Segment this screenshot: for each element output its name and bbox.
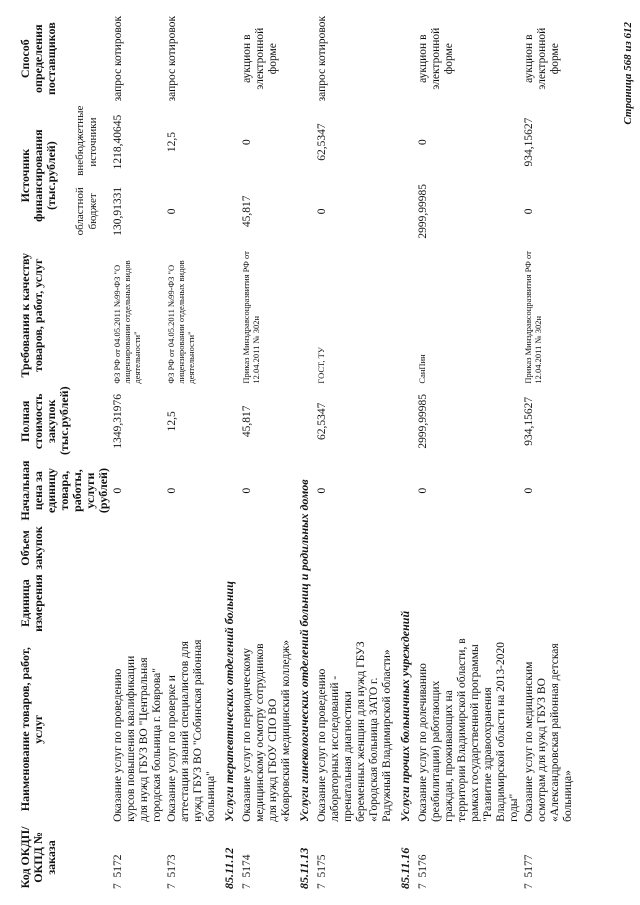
section-title: Услуги гинекологических отделений больниц и родильных домов — [297, 479, 311, 822]
row-funding-regional: 45,817 — [241, 195, 253, 228]
section-row — [294, 11, 315, 891]
section-title: Услуги прочих больничных учреждений — [398, 610, 412, 822]
row-unit — [165, 572, 219, 635]
row-funding-extra: 12,5 — [166, 132, 178, 153]
row-volume — [240, 524, 294, 572]
col-header-price: Начальная цена за единицу товара, работы, услуги (рублей) — [18, 460, 110, 521]
row-number-a: 7 — [316, 883, 328, 889]
row-total: 12,5 — [166, 411, 178, 432]
row-unit — [522, 572, 576, 635]
row-number — [165, 824, 219, 891]
row-funding-regional: 0 — [166, 208, 178, 215]
row-method: аукцион в электронной форме — [241, 27, 279, 90]
row-requirements: ФЗ РФ от 04.05.2011 №99-ФЗ "О лицензировании отдельных видов деятельности" — [166, 260, 196, 384]
row-funding-regional: 2999,99985 — [417, 184, 429, 239]
row-name: Оказание услуг по проведению курсов повышения квалификации для нужд ГБУЗ ВО "Центральная городская больница г. Коврова" — [112, 655, 163, 822]
row-number-b: 5176 — [417, 854, 429, 878]
table-row — [315, 11, 395, 891]
row-unit — [111, 572, 165, 635]
row-funding-extra: 0 — [417, 139, 429, 145]
section-row — [395, 11, 416, 891]
procurement-table — [18, 11, 576, 891]
col-header-funding-extra: внебюджетные источники — [74, 105, 100, 176]
col-header-total: Полная стоимость закупок (тыс.рублей) — [18, 386, 71, 456]
row-volume — [111, 524, 165, 572]
col-header-requirements: Требования к качеству товаров, работ, услуг — [18, 252, 45, 378]
spacer — [417, 878, 429, 884]
row-funding-extra: 934,15627 — [523, 117, 535, 167]
table-header-row — [18, 11, 73, 891]
row-method: запрос котировок — [316, 15, 328, 102]
row-number-b: 5174 — [241, 854, 253, 878]
row-name: Оказание услуг по проверке и аттестации знаний специалистов для нужд ГБУЗ ВО "Собинская районная больница" — [166, 639, 217, 822]
row-name: Оказание услуг по долечиванию (реабилитации) работающих граждан, проживающих на территории Владимирской области, в рамках государственной программы "Развитие здравоохранения Владимирской области на 2013-2020 годы" — [417, 638, 520, 822]
row-funding-extra: 1218,40645 — [112, 114, 124, 170]
table-row — [522, 11, 576, 891]
row-method: аукцион в электронной форме — [523, 27, 561, 90]
section-code: 85.11.16 — [398, 847, 412, 889]
row-funding-regional: 130,91331 — [112, 186, 124, 236]
row-total: 2999,99985 — [417, 393, 429, 449]
row-number-b: 5175 — [316, 854, 328, 878]
row-total: 45,817 — [241, 405, 253, 438]
row-number-b: 5173 — [166, 854, 178, 878]
section-code: 85.11.13 — [297, 847, 311, 889]
row-number — [522, 824, 576, 891]
row-requirements: ФЗ РФ от 04.05.2011 №99-ФЗ "О лицензировании отдельных видов деятельности" — [112, 260, 142, 384]
table-body — [111, 11, 576, 891]
spacer — [166, 878, 178, 884]
page-number: Страница 568 из 612 — [622, 22, 634, 125]
row-name: Оказание услуг по периодическому медицинскому осмотру сотрудников для нужд ГБОУ СПО ВО «Ковровский медицинский колледж» — [241, 639, 292, 822]
row-volume — [165, 524, 219, 572]
row-price: 0 — [112, 487, 124, 494]
spacer — [316, 878, 328, 884]
row-method: запрос котировок — [112, 15, 124, 102]
section-row — [219, 11, 240, 891]
col-header-method: Способ определения поставщиков — [18, 22, 58, 96]
row-price: 0 — [316, 487, 328, 494]
row-number-a: 7 — [166, 883, 178, 889]
row-unit — [240, 572, 294, 635]
row-requirements: ГОСТ, ТУ — [316, 347, 326, 384]
row-price: 0 — [166, 487, 178, 494]
row-number-a: 7 — [523, 883, 535, 889]
row-funding-extra: 62,5347 — [316, 123, 328, 161]
row-method: аукцион в электронной форме — [417, 27, 455, 90]
row-price: 0 — [523, 487, 535, 494]
row-funding-regional: 0 — [316, 208, 328, 215]
section-title: Услуги терапевтических отделений больниц — [222, 581, 236, 822]
row-number-b: 5177 — [523, 854, 535, 878]
row-number — [416, 824, 522, 891]
col-header-volume: Объем закупок — [18, 526, 45, 570]
row-number — [315, 824, 395, 891]
row-price: 0 — [241, 487, 253, 494]
col-header-code: Код ОКДП/ ОКПД № заказа — [18, 826, 58, 889]
table-row — [111, 11, 165, 891]
row-unit — [416, 572, 522, 635]
table-row — [165, 11, 219, 891]
col-header-funding-regional: областной бюджет — [74, 187, 100, 236]
col-header-name: Наименование товаров, работ, услуг — [18, 647, 45, 812]
spacer — [112, 878, 124, 884]
row-price: 0 — [417, 487, 429, 494]
col-header-unit: Единица измерения — [18, 574, 45, 632]
table-row — [416, 11, 522, 891]
row-total: 62,5347 — [316, 402, 328, 440]
col-header-funding: Источник финансирования (тыс.рублей) — [18, 129, 58, 222]
row-number-a: 7 — [417, 883, 429, 889]
row-funding-regional: 0 — [523, 208, 535, 215]
row-volume — [416, 524, 522, 572]
spacer — [241, 878, 253, 884]
row-total: 1349,31976 — [112, 393, 124, 449]
row-name: Оказание услуг по проведению лабораторных исследований - пренатальная диагностики беременных женщин для нужд ГБУЗ «Городская больница ЗАТО г. Радужный Владимирской области» — [316, 641, 393, 822]
spacer — [523, 878, 535, 884]
row-requirements: Приказ Минздравсоцразвития РФ от 12.04.2011 № 302н — [241, 251, 261, 384]
row-unit — [315, 572, 395, 635]
row-requirements: СанПин — [417, 354, 427, 384]
table-row — [240, 11, 294, 891]
row-total: 934,15627 — [523, 396, 535, 446]
row-number-a: 7 — [112, 883, 124, 889]
row-number — [111, 824, 165, 891]
row-requirements: Приказ Минздравсоцразвития РФ от 12.04.2011 № 302н — [523, 251, 543, 384]
row-method: запрос котировок — [166, 15, 178, 102]
row-number-a: 7 — [241, 883, 253, 889]
row-volume — [522, 524, 576, 572]
section-code: 85.11.12 — [222, 847, 236, 889]
row-name: Оказание услуг по медицинским осмотрам для нужд ГБУЗ ВО «Александровская районная детская больница» — [523, 643, 574, 822]
row-funding-extra: 0 — [241, 139, 253, 145]
row-number — [240, 824, 294, 891]
row-number-b: 5172 — [112, 854, 124, 878]
row-volume — [315, 524, 395, 572]
